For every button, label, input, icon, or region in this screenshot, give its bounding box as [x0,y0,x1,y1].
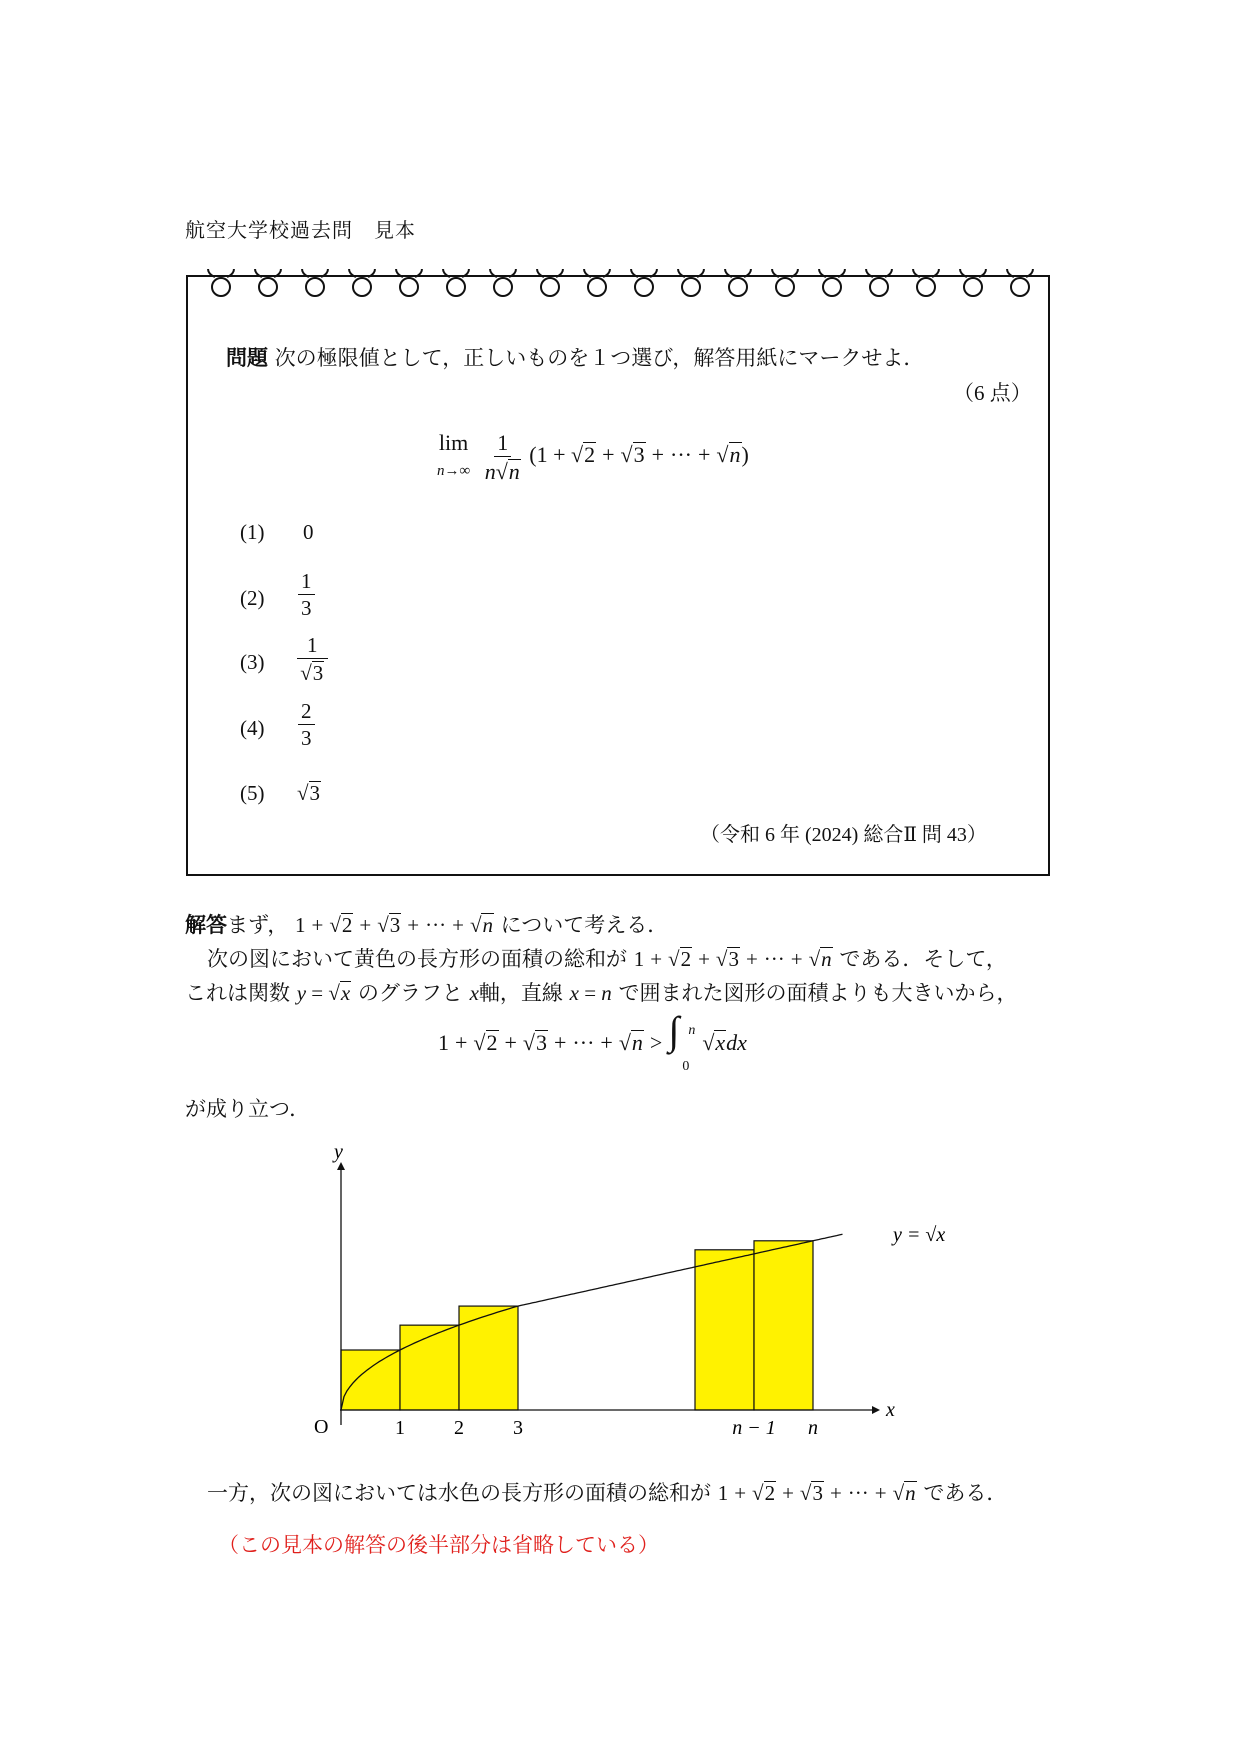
problem-label: 問題 [226,346,268,370]
binding-ring-icon [400,278,418,296]
choice-2-label[interactable]: (2) [240,586,265,610]
limit-sum-close: ) [741,442,749,468]
choice-4-label[interactable]: (4) [240,716,265,740]
answer-line-2-prefix: 次の図において黄色の長方形の面積の総和が [207,947,627,971]
origin-label: O [314,1416,329,1438]
binding-hook-icon [1007,269,1033,277]
x-tick-label: 3 [513,1417,523,1439]
limit-expression: lim n→∞ $\frac{1}{n√n}$ (1 + √2 + √3 + ··· + √n) [437,429,749,484]
binding-hook-icon [725,269,751,277]
choice-3-den: 3 [312,661,324,686]
choice-4-num: 2 [298,700,315,725]
binding-ring-icon [588,278,606,296]
answer-line-3-a: これは関数 [185,981,290,1005]
binding-ring-icon [541,278,559,296]
curve-label: y = √x [893,1224,946,1246]
x-tick-label: 1 [395,1417,405,1439]
answer-line-after-figure: 一方，次の図においては水色の長方形の面積の総和が 1 + √2 + √3 + ··· + √n である． [207,1481,1008,1505]
x-tick-label: n [808,1417,818,1439]
answer-line-3-b: のグラフと [357,981,463,1005]
answer-line-3-d: で囲まれた図形の面積よりも大きいから， [618,981,1018,1005]
binding-hook-icon [631,269,657,277]
problem-points: （6 点） [953,381,1032,405]
binding-hook-icon [537,269,563,277]
y-axis-label: y [334,1141,343,1163]
answer-line-2-suffix: である．そして， [839,947,1007,971]
answer-after-fig-prefix: 一方，次の図においては水色の長方形の面積の総和が [207,1481,711,1505]
problem-statement [226,343,924,373]
binding-ring-icon [964,278,982,296]
binding-ring-icon [306,278,324,296]
binding-ring-icon [447,278,465,296]
binding-ring-icon [259,278,277,296]
binding-hook-icon [866,269,892,277]
binding-ring-icon [682,278,700,296]
x-axis-label: x [886,1399,895,1421]
binding-ring-icon [870,278,888,296]
limit-sum-open: (1 + [529,442,566,468]
lim-subscript: n→∞ [437,463,471,479]
omitted-note: （この見本の解答の後半部分は省略している） [218,1533,659,1557]
binding-hook-icon [302,269,328,277]
limit-fraction-den-n: n [484,459,496,484]
binding-hook-icon [208,269,234,277]
choice-4-den: 3 [301,726,312,751]
riemann-rectangle [341,1350,400,1410]
choice-2-num: 1 [298,570,315,595]
binding-hook-icon [584,269,610,277]
page-header-title: 航空大学校過去問 見本 [185,218,416,242]
binding-hook-icon [255,269,281,277]
answer-conclusion: が成り立つ． [185,1097,311,1121]
binding-hook-icon [819,269,845,277]
binding-hook-icon [913,269,939,277]
spiral-binding-icon [188,269,1052,309]
lim-operator: lim [438,430,469,455]
binding-hook-icon [772,269,798,277]
choice-1-label[interactable]: (1) [240,520,265,544]
answer-line-3-c: 軸，直線 [478,981,563,1005]
choice-5-radicand: 3 [309,781,321,805]
riemann-rectangle [695,1250,754,1410]
binding-ring-icon [494,278,512,296]
binding-ring-icon [635,278,653,296]
problem-instruction: 次の極限値として，正しいものを１つ選び，解答用紙にマークせよ． [274,346,925,370]
binding-hook-icon [443,269,469,277]
answer-line-3: これは関数 y = √x のグラフと x軸，直線 x = n で囲まれた図形の面積よりも大きいから， [185,981,1018,1005]
answer-label: 解答 [185,913,227,937]
riemann-rectangle [400,1325,459,1410]
binding-hook-icon [349,269,375,277]
binding-ring-icon [823,278,841,296]
limit-fraction: $\frac{1}{n√n}$ [484,429,520,484]
limit-fraction-numerator: 1 [494,431,511,457]
x-tick-label: 2 [454,1417,464,1439]
choice-5-value: √3 [297,781,321,805]
binding-ring-icon [917,278,935,296]
binding-ring-icon [776,278,794,296]
answer-line-1-suffix: について考える． [500,913,669,937]
choice-2-den: 3 [301,596,312,621]
problem-source: （令和 6 年 (2024) 総合Ⅱ 問 43） [700,824,987,846]
binding-hook-icon [490,269,516,277]
riemann-sum-figure [300,1140,950,1440]
choice-3-num: 1 [297,634,328,659]
answer-line-1-prefix: まず， [227,913,289,937]
answer-line-2: 次の図において黄色の長方形の面積の総和が 1 + √2 + √3 + ··· + √n である．そして， [207,947,1007,971]
binding-ring-icon [1011,278,1029,296]
choice-3-value: $\frac{1}{√3}$ [297,634,328,684]
inequality-expression: 1 + √2 + √3 + ··· + √n > ∫ n 0 √xdx [438,1007,747,1074]
answer-line-1: 解答まず， 1 + √2 + √3 + ··· + √n について考える． [185,913,669,937]
binding-ring-icon [212,278,230,296]
limit-fraction-den-sqrt: n [508,459,520,484]
choice-2-value [298,570,315,619]
answer-after-fig-suffix: である． [923,1481,1008,1505]
binding-hook-icon [678,269,704,277]
x-axis-arrow-icon [872,1406,880,1414]
binding-hook-icon [960,269,986,277]
choice-1-value: 0 [303,520,314,544]
choice-3-label[interactable]: (3) [240,650,265,674]
riemann-rectangle [754,1241,813,1410]
binding-ring-icon [353,278,371,296]
x-tick-label: n − 1 [732,1417,776,1439]
y-axis-arrow-icon [337,1162,345,1170]
choice-5-label[interactable]: (5) [240,781,265,805]
binding-hook-icon [396,269,422,277]
binding-ring-icon [729,278,747,296]
choice-4-value [298,700,315,749]
